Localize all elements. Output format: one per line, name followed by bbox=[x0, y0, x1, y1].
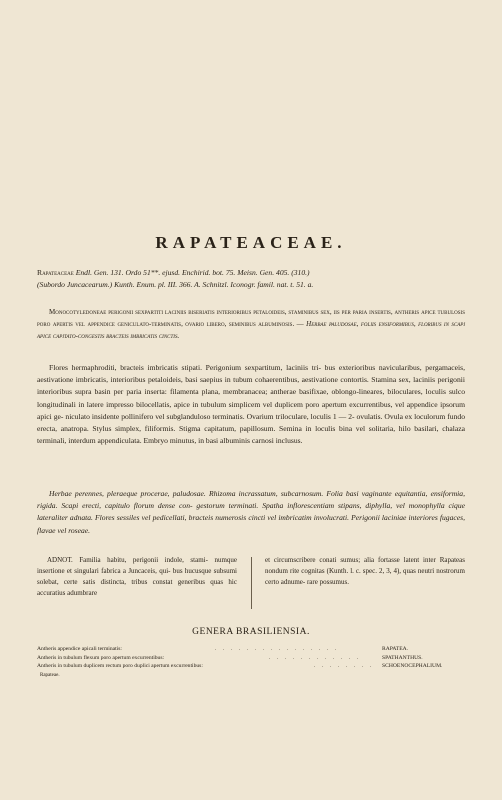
summary-main: Monocotyledoneae perigonii sexpartiti laciniis biseriatis interioribus petaloideis, staminibus sex, iis per paria insertis, antheris apice tubulosis poro apertis vel appendice geniculato-terminatis, ovario libero, seminibus albuminosis. — bbox=[37, 308, 465, 328]
genera-heading: GENERA BRASILIENSIA. bbox=[192, 627, 310, 637]
family-title: RAPATEACEAE. bbox=[155, 233, 347, 252]
key-row bbox=[37, 654, 465, 663]
adnot-left-column: ADNOT. Familia habitu, perigonii indole, stami- numque insertione et singulari fabrica a Juncaceis, qui- bus hucusque subsumi solebat, certe satis distincta, tribus constat generibus quas hic accuratius adumbrare bbox=[37, 556, 237, 597]
leader-dots: . . . . . . . . . . . . bbox=[269, 654, 361, 661]
adnot-right-column: et circumscribere conati sumus; alia fortasse latent inter Rapateas nondum rite cognitas (Kunth. l. c. spec. 2, 3, 4), quas neutri nostrorum certo adnume- rare possumus. bbox=[265, 556, 465, 586]
key-row bbox=[37, 645, 465, 654]
synonymy-line1: Endl. Gen. 131. Ordo 51**. ejusd. Enchirid. bot. 75. Meisn. Gen. 405. (310.) bbox=[73, 268, 310, 277]
synonymy-lead: Rapateaceae bbox=[37, 268, 74, 277]
key-genus: RAPATEA. bbox=[382, 646, 409, 652]
genera-key bbox=[37, 645, 465, 671]
family-summary bbox=[37, 306, 465, 342]
key-character: Antheris in tubulum flexum poro apertum excurrentibus: bbox=[37, 654, 165, 661]
leader-dots: . . . . . . . . bbox=[314, 663, 374, 669]
leader-dots: . . . . . . . . . . . . . . . . bbox=[215, 646, 339, 652]
adnotation bbox=[37, 555, 465, 611]
key-genus: SPATHANTHUS. bbox=[382, 654, 423, 661]
habit-paragraph: Herbae perennes, pleraeque procerae, paludosae. Rhizoma incrassatum, subcarnosum. Folia basi vaginante equitantia, ensiformia, rigida. Scapi erecti, capitulo florum dense con- gestorum terminati. Spatha inflorescentiam stipans, diphylla, vel monophylla cique lateraliter adnata. Flores sessiles vel pedicellati, bracteis numerosis cincti vel imbricatim involucrati. Perigonii laciniae interiores fugaces, flavae vel roseae. bbox=[37, 489, 465, 535]
key-genus: SCHOENOCEPHALIUM. bbox=[382, 663, 443, 669]
key-character: Antheris appendice apicali terminatis: bbox=[37, 646, 122, 652]
key-row bbox=[37, 662, 465, 671]
summary-habitat: Herbae paludosae, foliis ensiformibus, floribus in scapi apice capitato-congestis bracteis imbricatis cinctis. bbox=[37, 320, 466, 340]
footer-note: Rapateae. bbox=[40, 673, 60, 678]
synonymy-line2: (Subordo Juncacearum.) Kunth. Enum. pl. III. 366. A. Schnitzl. Iconogr. famil. nat. t. 51. a. bbox=[37, 280, 314, 289]
family-description: Flores hermaphroditi, bracteis imbricatis stipati. Perigonium sexpartitum, laciniis tri- bus exterioribus navicularibus, pergamaceis, aestivatione imbricatis, interioribus petaloideis, basi saepius in tubum cohaerentibus, aestivatione contortis. Stamina sex, laciniis perigonii interioribus supra basin per paria inserta: filamenta plana, membranacea; antherae basifixae, oblongo-lineares, biloculares, loculis sulco longitudinali in latere impresso bilocellatis, apice in tubulum simplicem vel duplicem poro apertum excurrentibus, vel appendice ipsorum apici ge- niculato insidente pollinifero vel subglanduloso terminatis. Ovarium triloculare, loculis 1 — 2- ovulatis. Ovula ex loculorum fundo erecta, anatropa. Stylus simplex, filiformis. Stigma capitatum, papillosum. Semina in loculis bina vel solitaria, hilo basilari, chalaza terminali, interdum appendiculata. Embryo minutus, in basi albuminis carnosi inclusus. bbox=[37, 363, 465, 446]
synonymy bbox=[37, 267, 465, 291]
column-divider bbox=[251, 557, 252, 609]
key-character: Antheris in tubulum duplicem rectum poro duplici apertum excurrentibus: bbox=[37, 663, 203, 669]
